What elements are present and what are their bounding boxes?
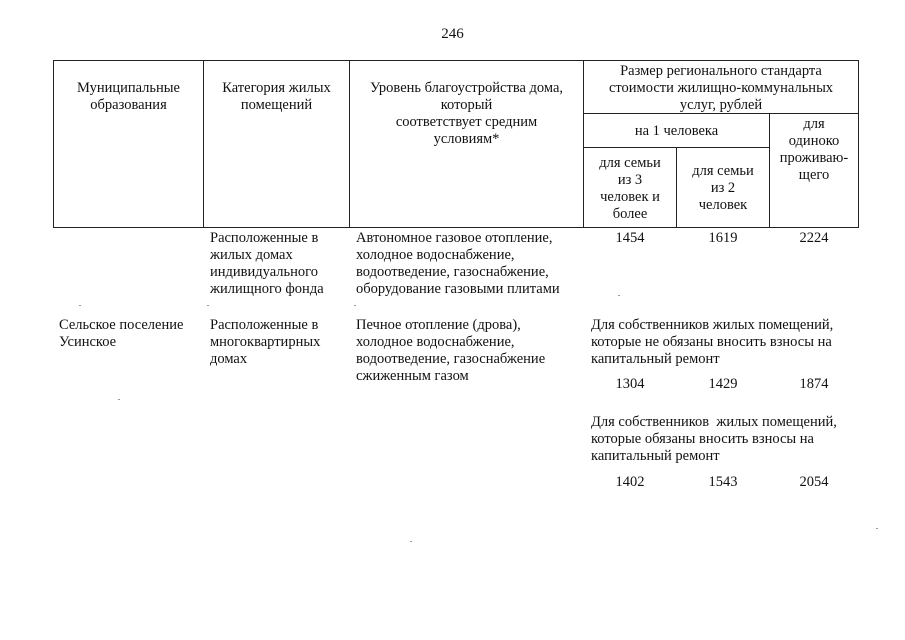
row2-group2-value-family2: 1543 xyxy=(708,474,738,490)
row2-level xyxy=(356,317,586,385)
row1-category-line: жилых домах xyxy=(210,247,293,263)
row1-category-line: индивидуального xyxy=(210,264,318,280)
row2-group1-value-family3: 1304 xyxy=(615,376,645,392)
row2-level-line: холодное водоснабжение, xyxy=(356,334,515,350)
page-number: 246 xyxy=(441,26,464,42)
row2-municipality xyxy=(59,317,207,351)
header-family2-line: человек xyxy=(698,197,748,213)
row2-group1-value-single: 1874 xyxy=(799,376,829,392)
header-family3-line: человек и xyxy=(600,189,660,205)
scan-speck xyxy=(118,399,120,400)
row1-level-line: Автономное газовое отопление, xyxy=(356,230,553,246)
table-border-right xyxy=(858,60,859,228)
table-border-top xyxy=(53,60,859,61)
scan-speck xyxy=(410,541,412,542)
header-category xyxy=(204,80,349,114)
scan-speck xyxy=(79,305,81,306)
row1-value-family2: 1619 xyxy=(708,230,738,246)
header-standard xyxy=(584,63,858,114)
header-municipality-text: Муниципальные образования xyxy=(77,80,180,113)
header-single-line: для xyxy=(803,116,825,132)
header-family3-line: более xyxy=(612,206,648,222)
row2-group2-value-family3: 1402 xyxy=(615,474,645,490)
row2-group2-note-line: Для собственников жилых помещений, xyxy=(591,414,837,430)
row2-category-line: домах xyxy=(210,351,248,367)
header-level-line: который xyxy=(440,97,493,113)
row1-category-line: Расположенные в xyxy=(210,230,319,246)
row2-group2-note-line: которые обязаны вносить взносы на xyxy=(591,431,814,447)
header-single-line: щего xyxy=(798,167,830,183)
row2-group1-note xyxy=(591,317,861,368)
header-family3 xyxy=(584,155,676,223)
header-level-line: Уровень благоустройства дома, xyxy=(369,80,564,96)
header-single-line: одиноко xyxy=(788,133,840,149)
row2-category-line: Расположенные в xyxy=(210,317,319,333)
scan-speck xyxy=(876,528,878,529)
header-municipality xyxy=(54,80,203,114)
header-single-line: проживаю- xyxy=(779,150,849,166)
row2-municipality-line: Усинское xyxy=(59,334,117,350)
row1-level-line: водоотведение, газоснабжение, xyxy=(356,264,549,280)
header-standard-line: Размер регионального стандарта xyxy=(620,63,822,79)
header-per-person xyxy=(584,123,769,140)
row2-group2-value-single: 2054 xyxy=(799,474,829,490)
row2-level-line: сжиженным газом xyxy=(356,368,469,384)
scan-speck xyxy=(618,295,620,296)
row2-group1-note-line: Для собственников жилых помещений, xyxy=(591,317,834,333)
header-standard-line: услуг, рублей xyxy=(679,97,763,113)
header-level-line: условиям* xyxy=(433,131,500,147)
header-level-line: соответствует средним xyxy=(395,114,538,130)
row2-category xyxy=(210,317,350,368)
header-family3-line: из 3 xyxy=(617,172,643,188)
row1-level xyxy=(356,230,586,298)
row1-value-family3: 1454 xyxy=(615,230,645,246)
header-per-person-text: на 1 человека xyxy=(634,123,719,139)
header-standard-line: стоимости жилищно-коммунальных xyxy=(608,80,834,96)
row2-level-line: водоотведение, газоснабжение xyxy=(356,351,546,367)
row2-municipality-line: Сельское поселение xyxy=(59,317,184,333)
row2-level-line: Печное отопление (дрова), xyxy=(356,317,521,333)
row1-level-line: оборудование газовыми плитами xyxy=(356,281,560,297)
row2-group1-note-line: которые не обязаны вносить взносы на xyxy=(591,334,832,350)
header-category-text: Категория жилых помещений xyxy=(222,80,331,113)
row2-group2-note xyxy=(591,414,861,465)
row1-level-line: холодное водоснабжение, xyxy=(356,247,515,263)
header-family3-line: для семьи xyxy=(599,155,661,171)
row2-group2-note-line: капитальный ремонт xyxy=(591,448,720,464)
header-single xyxy=(770,116,858,184)
header-family2-line: для семьи xyxy=(692,163,754,179)
row1-value-single: 2224 xyxy=(799,230,829,246)
row2-group1-note-line: капитальный ремонт xyxy=(591,351,720,367)
row2-category-line: многоквартирных xyxy=(210,334,321,350)
row2-group1-value-family2: 1429 xyxy=(708,376,738,392)
row1-category xyxy=(210,230,350,298)
header-family2 xyxy=(677,163,769,214)
header-level xyxy=(350,80,583,148)
table-border-bottom xyxy=(53,227,859,228)
row1-category-line: жилищного фонда xyxy=(210,281,324,297)
scan-speck xyxy=(354,305,356,306)
scan-speck xyxy=(207,305,209,306)
header-family2-line: из 2 xyxy=(710,180,736,196)
